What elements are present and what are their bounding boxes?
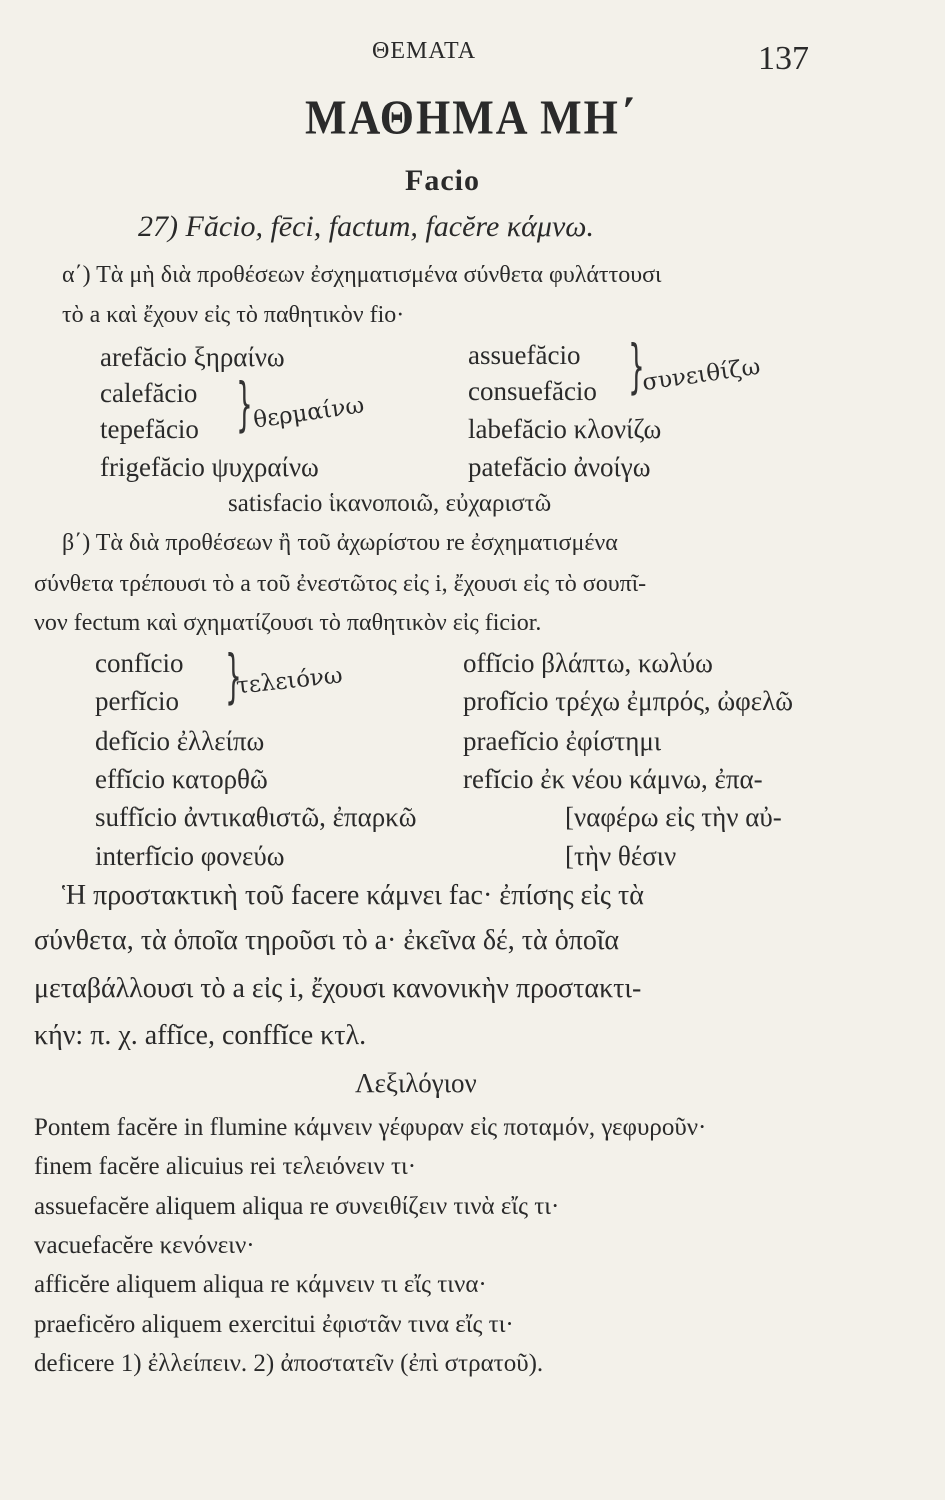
section-a-centered: satisfacio ἱκανοποιῶ, εὐχαριστῶ bbox=[228, 490, 552, 517]
section-a-right-brace-label: συνειθίζω bbox=[640, 353, 762, 397]
vocabulary-line: finem facĕre alicuius rei τελειόνειν τι· bbox=[34, 1153, 417, 1180]
section-a-left-2: calefăcio bbox=[100, 378, 198, 408]
lesson-title: ΜΑΘΗΜΑ ΜΗ΄ bbox=[305, 90, 637, 145]
vocabulary-line: vacuefacĕre κενόνειν· bbox=[34, 1232, 255, 1259]
section-a-left-4: frigefăcio ψυχραίνω bbox=[100, 452, 319, 482]
section-a-right-2: consuefăcio bbox=[468, 376, 597, 406]
left-brace: } bbox=[225, 642, 242, 710]
section-a-right-3: labefăcio κλονίζω bbox=[468, 414, 662, 444]
section-b-right-1: offĭcio βλάπτω, κωλύω bbox=[463, 648, 713, 678]
section-b-left-5: suffĭcio ἀντικαθιστῶ, ἐπαρκῶ bbox=[95, 802, 417, 832]
section-b-line-3: νον fectum καὶ σχηματίζουσι τὸ παθητικὸν εἰς ficior. bbox=[34, 610, 542, 636]
section-b-right-6: [τὴν θέσιν bbox=[565, 841, 677, 871]
section-a-right-1: assuefăcio bbox=[468, 340, 581, 370]
section-b-left-3: defĭcio ἐλλείπω bbox=[95, 726, 265, 756]
vocabulary-heading: Λεξιλόγιον bbox=[355, 1068, 477, 1098]
section-b-left-2: perfĭcio bbox=[95, 686, 179, 716]
section-b-line-2: σύνθετα τρέπουσι τὸ a τοῦ ἐνεστῶτος εἰς i, ἔχουσι εἰς τὸ σουπῖ- bbox=[34, 571, 647, 597]
imperative-line-4: κήν: π. χ. affĭce, conffĭce κτλ. bbox=[34, 1020, 367, 1051]
lesson-verb: Facio bbox=[405, 164, 480, 197]
section-a-left-3: tepefăcio bbox=[100, 414, 199, 444]
running-title: ΘΕΜΑΤΑ bbox=[372, 38, 477, 64]
vocabulary-line: Pontem facĕre in flumine κάμνειν γέφυραν εἰς ποταμόν, γεφυροῦν· bbox=[34, 1114, 707, 1141]
section-b-right-4: refĭcio ἐκ νέου κάμνω, ἐπα- bbox=[463, 764, 763, 794]
imperative-line-2: σύνθετα, τὰ ὁποῖα τηροῦσι τὸ a· ἐκεῖνα δέ, τὰ ὁποῖα bbox=[34, 925, 620, 956]
right-brace: } bbox=[628, 332, 645, 400]
vocabulary-line: assuefacĕre aliquem aliqua re συνειθίζειν τινὰ εἴς τι· bbox=[34, 1193, 560, 1220]
section-a-line-2: τὸ a καὶ ἔχουν εἰς τὸ παθητικὸν fio· bbox=[62, 302, 405, 328]
section-b-right-2: profĭcio τρέχω ἐμπρός, ὠφελῶ bbox=[463, 686, 793, 716]
section-b-right-5: [ναφέρω εἰς τὴν αὐ- bbox=[565, 802, 782, 832]
section-a-right-4: patefăcio ἀνοίγω bbox=[468, 452, 651, 482]
section-b-left-4: effĭcio κατορθῶ bbox=[95, 764, 268, 794]
section-b-right-3: praefĭcio ἐφίστημι bbox=[463, 726, 662, 756]
vocabulary-line: praeficĕro aliquem exercitui ἐφιστᾶν τινα εἴς τι· bbox=[34, 1311, 514, 1338]
section-b-left-1: confĭcio bbox=[95, 648, 184, 678]
section-a-left-brace-label: θερμαίνω bbox=[251, 392, 366, 434]
section-b-left-brace-label: τελειόνω bbox=[234, 662, 344, 700]
imperative-line-3: μεταβάλλουσι τὸ a εἰς i, ἔχουσι κανονικὴν προστακτι- bbox=[34, 973, 642, 1004]
section-a-left-1: arefăcio ξηραίνω bbox=[100, 342, 285, 372]
section-b-left-6: interfĭcio φονεύω bbox=[95, 841, 285, 871]
page-number: 137 bbox=[758, 40, 809, 77]
vocabulary-line: deficere 1) ἐλλείπειν. 2) ἀποστατεῖν (ἐπὶ στρατοῦ). bbox=[34, 1350, 544, 1377]
vocabulary-line: afficĕre aliquem aliqua re κάμνειν τι εἴς τινα· bbox=[34, 1271, 487, 1298]
section-a-line-1: α΄) Τὰ μὴ διὰ προθέσεων ἐσχηματισμένα σύνθετα φυλάττουσι bbox=[62, 262, 662, 288]
imperative-line-1: Ἡ προστακτικὴ τοῦ facere κάμνει fac· ἐπίσης εἰς τὰ bbox=[62, 880, 644, 911]
section-b-line-1: β΄) Τὰ διὰ προθέσεων ἢ τοῦ ἀχωρίστου re ἐσχηματισμένα bbox=[62, 530, 618, 556]
left-brace: } bbox=[236, 370, 253, 438]
entry-heading: 27) Făcio, fēci, factum, facĕre κάμνω. bbox=[138, 210, 594, 243]
